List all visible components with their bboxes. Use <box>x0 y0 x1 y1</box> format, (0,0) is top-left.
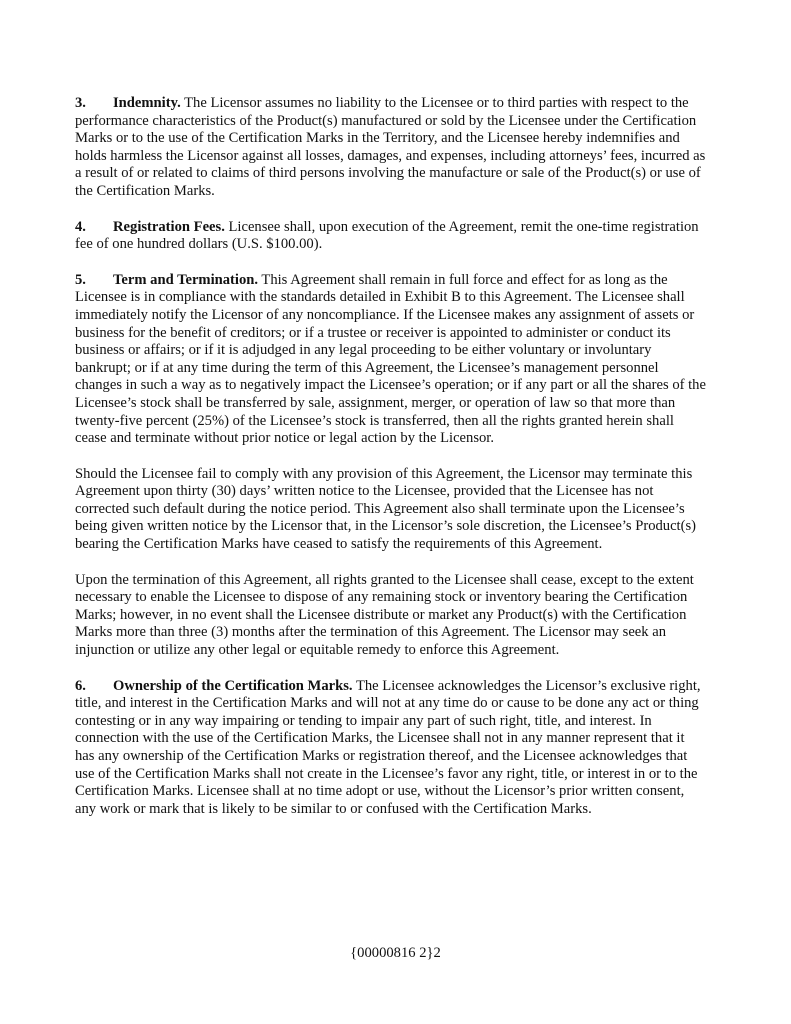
section-heading: Term and Termination. <box>113 271 259 288</box>
section-number: 6. <box>75 677 86 694</box>
page-footer-doc-id: {00000816 2}2 <box>350 945 441 961</box>
section-number: 4. <box>75 218 86 235</box>
section-3-indemnity <box>75 95 707 201</box>
section-5-term-and-termination <box>75 272 707 448</box>
document-body <box>75 95 707 836</box>
section-number: 5. <box>75 271 86 288</box>
section-body: Licensee shall, upon execution of the Agreement, remit the one-time registration fee of one hundred dollars (U.S. $100.00). <box>75 218 699 253</box>
section-heading: Registration Fees. <box>113 218 225 235</box>
section-body: The Licensee acknowledges the Licensor’s exclusive right, title, and interest in the Certification Marks and will not at any time do or cause to be done any act or thing contesting or in any way impairing or tending to impair any part of such right, title, and interest. In connection with the use of the Certification Marks, the Licensee shall not in any manner represent that it has any ownership of the Certification Marks or registration thereof, and the Licensee acknowledges that use of the Certification Marks shall not create in the Licensee’s favor any right, title, or interest in or to the Certification Marks. Licensee shall at no time adopt or use, without the Licensor’s prior written consent, any work or mark that is likely to be similar to or confused with the Certification Marks. <box>75 677 701 817</box>
section-6-ownership <box>75 678 707 819</box>
section-body: This Agreement shall remain in full force and effect for as long as the Licensee is in compliance with the standards detailed in Exhibit B to this Agreement. The Licensee shall immediately notify the Licensor of any noncompliance. If the Licensee makes any assignment of assets or business for the benefit of creditors; or if a trustee or receiver is appointed to administer or conduct its business or affairs; or if it is adjudged in any legal proceeding to be either voluntary or involuntary bankrupt; or if at any time during the term of this Agreement, the Licensee’s management personnel changes in such a way as to negatively impact the Licensee’s operation; or if any part or all the shares of the Licensee’s stock shall be transferred by sale, assignment, merger, or operation of law so that more than twenty-five percent (25%) of the Licensee’s stock is transferred, then all the rights granted herein shall cease and terminate without prior notice or legal action by the Licensor. <box>75 271 706 447</box>
section-body: The Licensor assumes no liability to the Licensee or to third parties with respect to the performance characteristics of the Product(s) manufactured or sold by the Licensee under the Certification Marks or to the use of the Certification Marks in the Territory, and the Licensee hereby indemnifies and holds harmless the Licensor against all losses, damages, and expenses, including attorneys’ fees, incurred as a result of or related to claims of third persons involving the manufacture or sale of the Product(s) or use of the Certification Marks. <box>75 95 706 199</box>
section-5-paragraph-2: Should the Licensee fail to comply with any provision of this Agreement, the Licensor may terminate this Agreement upon thirty (30) days’ written notice to the Licensee, provided that the Licensee has not corrected such default during the notice period. This Agreement also shall terminate upon the Licensee’s being given written notice by the Licensor that, in the Licensor’s sole discretion, the Licensee’s Product(s) bearing the Certification Marks have ceased to satisfy the requirements of this Agreement. <box>75 465 697 553</box>
section-heading: Indemnity. <box>113 95 181 111</box>
section-heading: Ownership of the Certification Marks. <box>113 677 353 694</box>
section-number: 3. <box>75 95 86 111</box>
section-5-paragraph-3: Upon the termination of this Agreement, all rights granted to the Licensee shall cease, except to the extent necessary to enable the Licensee to dispose of any remaining stock or inventory bearing the Certification Marks; however, in no event shall the Licensee distribute or market any Product(s) with the Certification Marks more than three (3) months after the termination of this Agreement. The Licensor may seek an injunction or utilize any other legal or equitable remedy to enforce this Agreement. <box>75 571 694 659</box>
section-4-registration-fees <box>75 219 707 254</box>
